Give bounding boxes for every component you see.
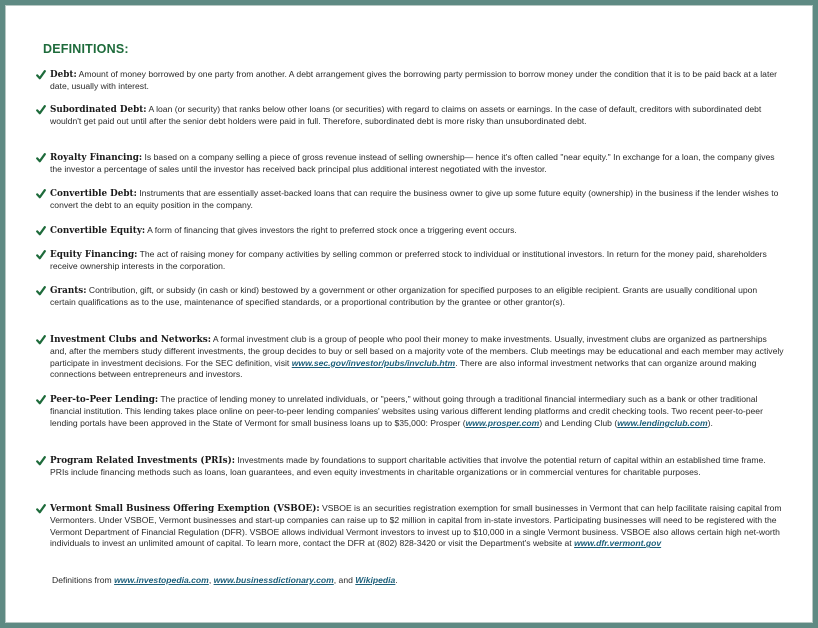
term-label: Subordinated Debt: [50,105,147,115]
definition-text: The practice of lending money to unrelated individuals, or "peers," without going through a traditional financial intermediary such as a bank or other traditional financial institution. This lending takes place online on peer-to-peer lending companies' websites using various different lending platforms and credit checking tools. Two recent peer-to-peer lending portals have been approved in the State of Vermont for small business loans up to $35,000: Prosper ( [50,394,763,428]
definition-convertible-equity [50,225,785,237]
definition-text: VSBOE is an securities registration exemption for small businesses in Vermont that can help facilitate raising capital from Vermonters. Under VSBOE, Vermont businesses and start-up companies can raise up to $2 million in capital from in-state investors. Participating businesses will need to be registered with the Vermont Department of Financial Regulation (DFR). VSBOE allows individual Vermont investors to invest up to $10,000 in a single Vermont business. VSBOE also allows certain high net-worth individuals to invest an unlimited amount of capital. To learn more, contact the DFR at (802) 828-3420 or visit the Department's website at [50,503,782,549]
definition-subordinated-debt [50,104,785,128]
definition-equity-financing [50,249,785,273]
document-page [5,5,813,623]
term-label: Royalty Financing: [50,153,143,163]
term-label: Convertible Debt: [50,189,137,199]
checkmark-icon [36,70,46,80]
definition-text: Investments made by foundations to support charitable activities that involve the potential return of capital within an established time frame. PRIs include financing methods such as loans, loan guarantees, and even equity investments in charitable organizations or in commercial ventures for charitable purposes. [50,455,766,478]
term-label: Grants: [50,286,87,296]
definition-text: Contribution, gift, or subsidy (in cash or kind) bestowed by a government or other organization for specified purposes to an eligible recipient. Grants are usually conditional upon certain qualifications as to the use, maintenance of specified standards, or a proportional contribution by the grantee or other grantor(s). [50,285,758,308]
definition-text: A formal investment club is a group of people who pool their money to make investments. Usually, investment clubs are organized as partnerships and, after the members study different investments, the group decides to buy or sell based on a majority vote of the members. Club meetings may be educational and each member may actively participate in investment decisions. For the SEC definition, visit [50,334,784,368]
checkmark-icon [36,226,46,236]
dfr-vermont-link[interactable]: www.dfr.vermont.gov [574,538,662,549]
definition-text: ). [707,417,713,428]
definition-text: . There are also informal investment networks that can organize around making connections between entrepreneurs and investors. [50,357,757,380]
checkmark-icon [36,250,46,260]
definition-text: Amount of money borrowed by one party from another. A debt arrangement gives the borrowing party permission to borrow money under the condition that it is to be paid back at a later date, usually with interest. [50,69,777,92]
definition-text: A form of financing that gives investors the right to preferred stock once a triggering event occurs. [145,225,517,235]
definition-text: ) and Lending Club ( [539,417,618,428]
checkmark-icon [36,335,46,345]
lendingclub-link[interactable]: www.lendingclub.com [617,417,708,428]
term-label: Peer-to-Peer Lending: [50,395,159,405]
wikipedia-link[interactable]: Wikipedia [355,575,396,585]
term-label: Debt: [50,70,77,80]
definition-text: Instruments that are essentially asset-backed loans that can require the business owner to give up some future equity (ownership) in the business if the lender wishes to convert the debt to an equity position in the company. [50,188,779,211]
term-label: Program Related Investments (PRIs): [50,456,235,466]
footer-separator: , [208,575,214,585]
prosper-link[interactable]: www.prosper.com [465,417,540,428]
term-label: Convertible Equity: [50,226,146,236]
footer-suffix: . [395,575,398,585]
checkmark-icon [36,395,46,405]
footer-prefix: Definitions from [52,575,115,585]
definition-debt [50,69,785,93]
definition-text: The act of raising money for company activities by selling common or preferred stock to individual or institutional investors. In return for the money paid, shareholders receive ownership interests in the corporation. [50,249,767,272]
investopedia-link[interactable]: www.investopedia.com [114,575,209,585]
definition-text: Is based on a company selling a piece of gross revenue instead of selling ownership— hence it's often called "near equity." In exchange for a loan, the company gives the investor a percentage of sales until the investor has received back principal plus additional interest negotiated with the investor. [50,152,775,175]
definition-text: A loan (or security) that ranks below other loans (or securities) with regard to claims on assets or earnings. In the case of default, creditors with subordinated debt wouldn't get paid out until after the senior debt holders were paid in full. Therefore, subordinated debt is more risky than unsubordinated debt. [50,104,762,127]
businessdictionary-link[interactable]: www.businessdictionary.com [213,575,334,585]
term-label: Equity Financing: [50,250,138,260]
definition-investment-clubs [50,334,785,381]
footer-separator: , and [333,575,356,585]
checkmark-icon [36,153,46,163]
definition-peer-to-peer-lending [50,394,785,429]
definition-royalty-financing [50,152,785,176]
term-label: Vermont Small Business Offering Exemption (VSBOE): [50,504,320,514]
definition-program-related-investments [50,455,785,479]
definition-vsboe [50,503,785,550]
checkmark-icon [36,189,46,199]
sources-footer [52,575,398,585]
definition-grants [50,285,785,309]
definition-convertible-debt [50,188,785,212]
definitions-heading: DEFINITIONS: [43,42,129,56]
checkmark-icon [36,105,46,115]
checkmark-icon [36,286,46,296]
term-label: Investment Clubs and Networks: [50,335,211,345]
sec-investor-link[interactable]: www.sec.gov/investor/pubs/invclub.htm [291,357,456,368]
checkmark-icon [36,456,46,466]
checkmark-icon [36,504,46,514]
